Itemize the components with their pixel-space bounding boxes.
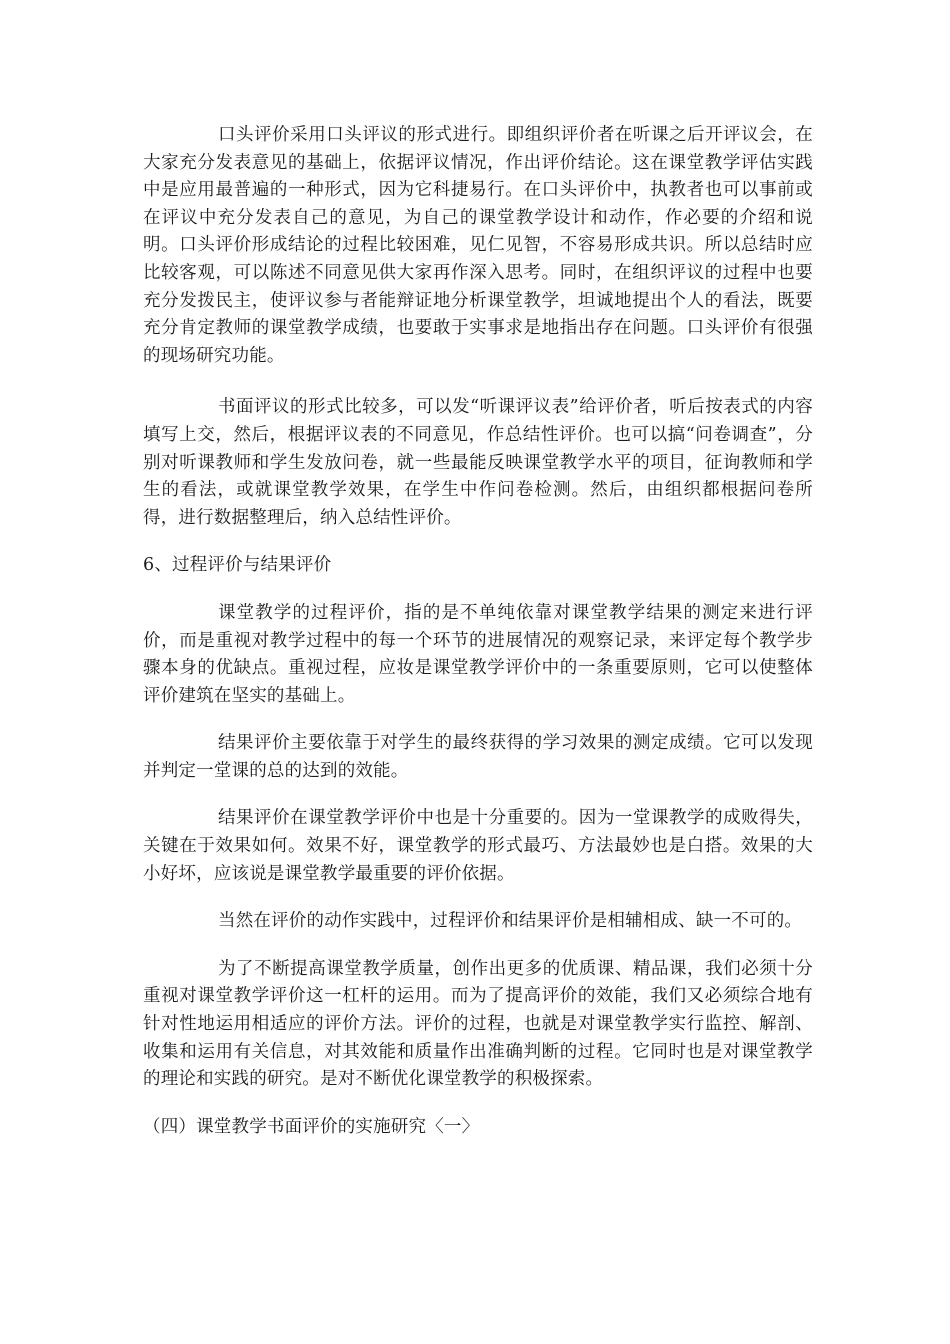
paragraph-result-importance: 结果评价在课堂教学评价中也是十分重要的。因为一堂课教学的成败得失，关键在于效果如何。效果不好，课堂教学的形式最巧、方法最妙也是白搭。效果的大小好坏，应该说是课堂教学最重要的评价依据。 [143, 808, 813, 884]
paragraph-oral-evaluation: 口头评价采用口头评议的形式进行。即组织评价者在听课之后开评议会，在大家充分发表意见的基础上，依据评议情况，作出评价结论。这在课堂教学评估实践中是应用最普遍的一种形式，因为它科捷易行。在口头评价中，执教者也可以事前或在评议中充分发表自己的意见，为自己的课堂教学设计和动作，作必要的介绍和说明。口头评价形成结论的过程比较困难，见仁见智，不容易形成共识。所以总结时应比较客观，可以陈述不同意见供大家再作深入思考。同时，在组织评议的过程中也要充分发拨民主，使评议参与者能辩证地分析课堂教学，坦诚地提出个人的看法，既要充分肯定教师的课堂教学成绩，也要敢于实事求是地指出存在问题。口头评价有很强的现场研究功能。 [143, 125, 813, 366]
paragraph-conclusion: 为了不断提高课堂教学质量，创作出更多的优质课、精品课，我们必须十分重视对课堂教学评价这一杠杆的运用。而为了提高评价的效能，我们又必须综合地有针对性地运用相适应的评价方法。评价的过程，也就是对课堂教学实行监控、解剖、收集和运用有关信息，对其效能和质量作出准确判断的过程。它同时也是对课堂教学的理论和实践的研究。是对不断优化课堂教学的积极探索。 [143, 958, 813, 1090]
section-heading-process-result: 6、过程评价与结果评价 [143, 555, 332, 576]
paragraph-complementary: 当然在评价的动作实践中，过程评价和结果评价是相辅相成、缺一不可的。 [218, 911, 803, 932]
paragraph-result-evaluation: 结果评价主要依靠于对学生的最终获得的学习效果的测定成绩。它可以发现并判定一堂课的总的达到的效能。 [143, 733, 813, 781]
paragraph-process-evaluation: 课堂教学的过程评价，指的是不单纯依靠对课堂教学结果的测定来进行评价，而是重视对教学过程中的每一个环节的进展情况的观察记录，来评定每个教学步骤本身的优缺点。重视过程，应妆是课堂教学评价中的一条重要原则，它可以使整体评价建筑在坚实的基础上。 [143, 602, 813, 706]
paragraph-written-evaluation: 书面评议的形式比较多，可以发“听课评议表”给评价者，听后按表式的内容填写上交，然后，根据评议表的不同意见，作总结性评价。也可以搞“问卷调查”，分别对听课教师和学生发放问卷，就一些最能反映课堂教学水平的项目，征询教师和学生的看法，或就课堂教学效果，在学生中作问卷检测。然后，由组织都根据问卷所得，进行数据整理后，纳入总结性评价。 [143, 397, 813, 528]
section-heading-written-implementation: （四）课堂教学书面评价的实施研究〈一〉 [143, 1116, 480, 1137]
document-body [143, 122, 813, 1141]
